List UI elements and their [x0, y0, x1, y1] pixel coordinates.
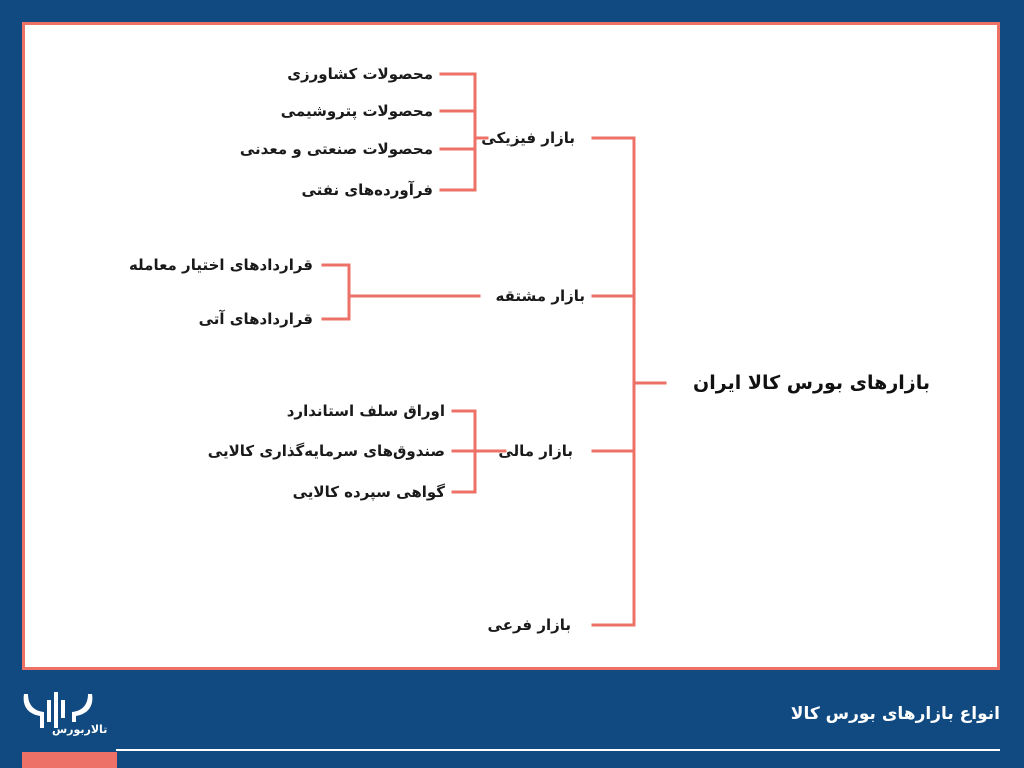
- leaf-industrial-mineral-products: محصولات صنعتی و معدنی: [239, 140, 433, 158]
- branch-financial-market: بازار مالی: [498, 442, 573, 460]
- branch-secondary-market: بازار فرعی: [487, 616, 571, 634]
- leaf-futures-contracts: قراردادهای آتی: [198, 310, 313, 328]
- footer-accent-bar: [22, 752, 117, 768]
- brand-name: تالاربورس: [52, 723, 108, 736]
- leaf-standard-forward-bonds: اوراق سلف استاندارد: [286, 402, 445, 420]
- branch-derivatives-market: بازار مشتقه: [495, 287, 585, 305]
- root-node: بازارهای بورس کالا ایران: [693, 372, 930, 394]
- leaf-commodity-investment-funds: صندوق‌های سرمایه‌گذاری کالایی: [207, 442, 445, 460]
- tree-connectors: [25, 25, 997, 667]
- leaf-oil-products: فرآورده‌های نفتی: [301, 181, 433, 199]
- leaf-commodity-deposit-certificates: گواهی سپرده کالایی: [292, 483, 445, 501]
- footer-title: انواع بازارهای بورس کالا: [790, 704, 1000, 724]
- leaf-petrochemical-products: محصولات پتروشیمی: [280, 102, 433, 120]
- branch-physical-market: بازار فیزیکی: [481, 129, 575, 147]
- leaf-options-contracts: قراردادهای اختیار معامله: [128, 256, 313, 274]
- diagram-panel: [22, 22, 1000, 670]
- leaf-agricultural-products: محصولات کشاورزی: [287, 65, 433, 83]
- footer-divider: [116, 749, 1000, 751]
